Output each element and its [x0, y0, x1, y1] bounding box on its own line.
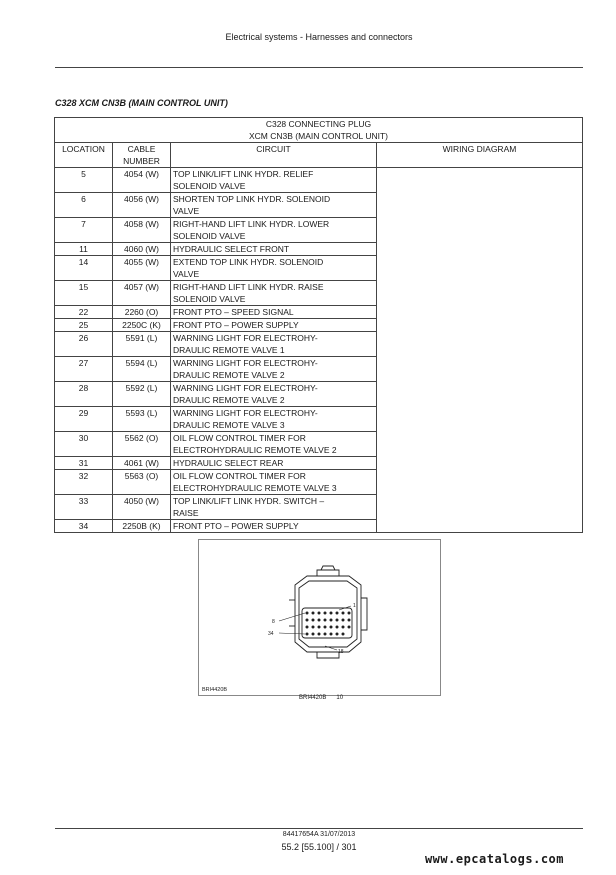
- cell-cable-number: 4061 (W): [113, 457, 171, 470]
- circuit-line: FRONT PTO – POWER SUPPLY: [173, 320, 299, 330]
- cell-location: 11: [55, 243, 113, 256]
- cell-location: 22: [55, 306, 113, 319]
- section-title: C328 XCM CN3B (MAIN CONTROL UNIT): [55, 98, 228, 108]
- cell-location: 15: [55, 281, 113, 306]
- circuit-line: RIGHT-HAND LIFT LINK HYDR. RAISE: [173, 282, 324, 292]
- circuit-line: ELECTROHYDRAULIC REMOTE VALVE 3: [173, 483, 337, 493]
- cell-location: 28: [55, 382, 113, 407]
- circuit-line: SOLENOID VALVE: [173, 294, 246, 304]
- circuit-line: OIL FLOW CONTROL TIMER FOR: [173, 471, 306, 481]
- circuit-line: EXTEND TOP LINK HYDR. SOLENOID: [173, 257, 324, 267]
- table-title-line2: XCM CN3B (MAIN CONTROL UNIT): [249, 131, 388, 141]
- cell-circuit: [171, 520, 377, 533]
- figure-caption: [299, 695, 343, 701]
- circuit-line: FRONT PTO – POWER SUPPLY: [173, 521, 299, 531]
- cell-cable-number: 4060 (W): [113, 243, 171, 256]
- table-title-line1: C328 CONNECTING PLUG: [265, 119, 372, 129]
- circuit-line: SOLENOID VALVE: [173, 231, 246, 241]
- cell-location: 26: [55, 332, 113, 357]
- connector-drawing: [199, 540, 440, 695]
- circuit-line: VALVE: [173, 269, 200, 279]
- circuit-line: DRAULIC REMOTE VALVE 2: [173, 370, 285, 380]
- circuit-line: SHORTEN TOP LINK HYDR. SOLENOID: [173, 194, 331, 204]
- cell-cable-number: 4055 (W): [113, 256, 171, 281]
- circuit-line: DRAULIC REMOTE VALVE 2: [173, 395, 285, 405]
- cell-circuit: [171, 168, 377, 193]
- cell-circuit: [171, 470, 377, 495]
- pin-label-34: 34: [268, 631, 274, 637]
- cell-circuit: [171, 256, 377, 281]
- cell-circuit: [171, 407, 377, 432]
- cell-circuit: [171, 218, 377, 243]
- column-header-circuit: CIRCUIT: [171, 143, 377, 168]
- pin-label-18: 18: [338, 649, 344, 655]
- cell-cable-number: 5594 (L): [113, 357, 171, 382]
- cell-location: 27: [55, 357, 113, 382]
- cell-circuit: [171, 357, 377, 382]
- cell-circuit: [171, 306, 377, 319]
- header-divider: [55, 67, 583, 68]
- cell-circuit: [171, 243, 377, 256]
- page-header: Electrical systems - Harnesses and connectors: [225, 32, 413, 42]
- circuit-line: RAISE: [173, 508, 199, 518]
- figure-caption-code: BRI4420B: [299, 695, 327, 701]
- cell-cable-number: 5591 (L): [113, 332, 171, 357]
- column-header-location: LOCATION: [55, 143, 113, 168]
- cell-wiring-diagram: [377, 168, 583, 533]
- cell-circuit: [171, 319, 377, 332]
- connector-table: [54, 117, 583, 533]
- cell-location: 6: [55, 193, 113, 218]
- cell-circuit: [171, 495, 377, 520]
- circuit-line: SOLENOID VALVE: [173, 181, 246, 191]
- cell-circuit: [171, 193, 377, 218]
- connector-housing: [295, 576, 361, 652]
- cell-location: 34: [55, 520, 113, 533]
- cell-location: 25: [55, 319, 113, 332]
- column-header-cable: CABLE NUMBER: [113, 143, 171, 168]
- circuit-line: HYDRAULIC SELECT FRONT: [173, 244, 290, 254]
- footer-doc-code: 84417654A 31/07/2013: [282, 831, 356, 838]
- table-title: [55, 118, 583, 143]
- circuit-line: DRAULIC REMOTE VALVE 1: [173, 345, 285, 355]
- figure-caption-number: 10: [336, 695, 344, 701]
- pin-grid: [306, 612, 351, 636]
- cell-cable-number: 5563 (O): [113, 470, 171, 495]
- cell-cable-number: 5562 (O): [113, 432, 171, 457]
- circuit-line: RIGHT-HAND LIFT LINK HYDR. LOWER: [173, 219, 330, 229]
- pin-leader-8: [279, 613, 305, 621]
- cell-cable-number: 2250C (K): [113, 319, 171, 332]
- cell-cable-number: 2260 (O): [113, 306, 171, 319]
- cell-cable-number: 4050 (W): [113, 495, 171, 520]
- table-row: [55, 168, 583, 193]
- footer-divider: [55, 828, 583, 829]
- cell-cable-number: 4058 (W): [113, 218, 171, 243]
- table-body: [55, 168, 583, 533]
- pin-label-1: 1: [353, 603, 356, 609]
- cell-location: 32: [55, 470, 113, 495]
- cell-circuit: [171, 457, 377, 470]
- cell-cable-number: 2250B (K): [113, 520, 171, 533]
- cell-location: 14: [55, 256, 113, 281]
- column-header-wiring: WIRING DIAGRAM: [377, 143, 583, 168]
- circuit-line: WARNING LIGHT FOR ELECTROHY-: [173, 333, 318, 343]
- circuit-line: ELECTROHYDRAULIC REMOTE VALVE 2: [173, 445, 337, 455]
- cell-circuit: [171, 281, 377, 306]
- circuit-line: WARNING LIGHT FOR ELECTROHY-: [173, 358, 318, 368]
- cell-circuit: [171, 382, 377, 407]
- circuit-line: OIL FLOW CONTROL TIMER FOR: [173, 433, 306, 443]
- cell-location: 33: [55, 495, 113, 520]
- cell-location: 7: [55, 218, 113, 243]
- circuit-line: HYDRAULIC SELECT REAR: [173, 458, 284, 468]
- pin-cavity-block: [302, 608, 352, 638]
- connector-figure: [198, 539, 441, 696]
- cell-circuit: [171, 332, 377, 357]
- cell-location: 29: [55, 407, 113, 432]
- circuit-line: FRONT PTO – SPEED SIGNAL: [173, 307, 294, 317]
- circuit-line: WARNING LIGHT FOR ELECTROHY-: [173, 383, 318, 393]
- cell-cable-number: 4056 (W): [113, 193, 171, 218]
- footer-page-number: 55.2 [55.100] / 301: [281, 842, 357, 852]
- cell-cable-number: 5593 (L): [113, 407, 171, 432]
- circuit-line: VALVE: [173, 206, 200, 216]
- watermark-link[interactable]: www.epcatalogs.com: [424, 852, 564, 866]
- cell-cable-number: 4054 (W): [113, 168, 171, 193]
- figure-code: BRI4420B: [202, 687, 228, 693]
- circuit-line: DRAULIC REMOTE VALVE 3: [173, 420, 285, 430]
- circuit-line: WARNING LIGHT FOR ELECTROHY-: [173, 408, 318, 418]
- circuit-line: TOP LINK/LIFT LINK HYDR. RELIEF: [173, 169, 314, 179]
- cell-location: 30: [55, 432, 113, 457]
- cell-location: 5: [55, 168, 113, 193]
- pin-leader-34: [279, 633, 305, 634]
- cell-location: 31: [55, 457, 113, 470]
- cell-cable-number: 4057 (W): [113, 281, 171, 306]
- cell-cable-number: 5592 (L): [113, 382, 171, 407]
- pin-label-8: 8: [272, 619, 275, 625]
- circuit-line: TOP LINK/LIFT LINK HYDR. SWITCH –: [173, 496, 325, 506]
- cell-circuit: [171, 432, 377, 457]
